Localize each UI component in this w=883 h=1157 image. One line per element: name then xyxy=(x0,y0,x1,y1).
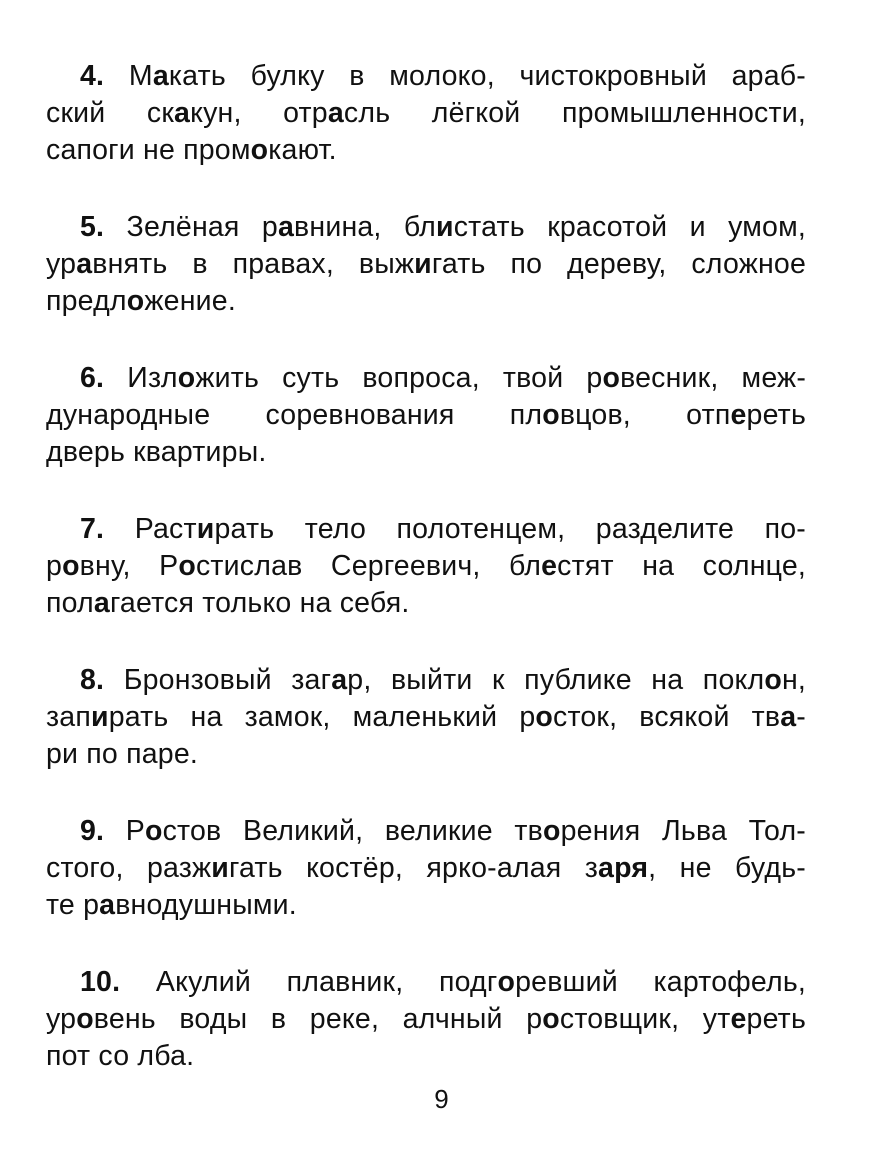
stressed-vowel: и xyxy=(211,852,229,884)
text-segment: стислав Сергеевич, бл xyxy=(195,550,542,582)
text-segment: Зелёная р xyxy=(126,211,278,243)
exercise-line xyxy=(46,736,806,773)
text-segment: М xyxy=(128,60,153,92)
stressed-vowel: аря xyxy=(598,852,649,884)
text-segment: стовщик, ут xyxy=(559,1003,731,1035)
text-segment: зап xyxy=(46,701,91,733)
exercise-line xyxy=(46,1038,806,1075)
exercise-7 xyxy=(46,511,806,622)
exercise-9 xyxy=(46,813,806,924)
stressed-vowel: а xyxy=(99,889,116,921)
text-segment: Раст xyxy=(134,513,197,545)
text-segment: гается только на себя. xyxy=(109,587,410,619)
text-segment: сток, всякой тв xyxy=(553,701,781,733)
exercise-line xyxy=(46,58,806,95)
exercise-number: 5. xyxy=(80,211,105,243)
text-segment: дународные соревнования пл xyxy=(46,399,543,431)
text-segment: н, xyxy=(781,664,806,696)
exercise-line xyxy=(46,850,806,887)
exercise-number: 8. xyxy=(80,664,105,696)
text-segment: пол xyxy=(46,587,94,619)
text-segment: вну, Р xyxy=(79,550,179,582)
stressed-vowel: о xyxy=(764,664,782,696)
text-segment: Акулий плавник, подг xyxy=(155,966,498,998)
text-segment: пот со лба. xyxy=(46,1040,195,1072)
text-segment: стать красотой и умом, xyxy=(453,211,806,243)
stressed-vowel: о xyxy=(177,362,196,394)
exercise-number: 6. xyxy=(80,362,105,394)
exercise-line xyxy=(46,434,806,471)
stressed-vowel: а xyxy=(331,664,348,696)
exercise-number: 9. xyxy=(80,815,105,847)
text-segment: ри по паре. xyxy=(46,738,198,770)
text-segment: сль лёгкой промышленности, xyxy=(343,97,806,129)
text-segment: внять в правах, выж xyxy=(92,248,415,280)
stressed-vowel: о xyxy=(543,815,561,847)
text-segment: ский ск xyxy=(46,97,175,129)
text-segment: стов Великий, великие тв xyxy=(162,815,544,847)
text-segment: кают. xyxy=(268,134,337,166)
text-segment: дверь квартиры. xyxy=(46,436,267,468)
stressed-vowel: и xyxy=(90,701,109,733)
stressed-vowel: е xyxy=(541,550,558,582)
stressed-vowel: и xyxy=(436,211,454,243)
stressed-vowel: а xyxy=(174,97,191,129)
text-segment: р xyxy=(46,550,63,582)
text-segment: ур xyxy=(46,1003,77,1035)
text-segment: стят на солнце, xyxy=(557,550,807,582)
text-segment: ревший картофель, xyxy=(515,966,806,998)
stressed-vowel: о xyxy=(497,966,516,998)
exercise-line xyxy=(46,699,806,736)
text-segment: Р xyxy=(125,815,145,847)
text-segment: вцов, отп xyxy=(559,399,731,431)
text-segment: рать тело полотенцем, разделите по- xyxy=(214,513,806,545)
document-page xyxy=(46,58,806,1115)
text-segment: весник, меж- xyxy=(620,362,807,394)
stressed-vowel: а xyxy=(327,97,344,129)
stressed-vowel: е xyxy=(730,1003,747,1035)
stressed-vowel: о xyxy=(178,550,196,582)
exercise-line xyxy=(46,132,806,169)
stressed-vowel: а xyxy=(277,211,295,243)
exercise-line xyxy=(46,209,806,246)
stressed-vowel: о xyxy=(542,399,560,431)
stressed-vowel: о xyxy=(602,362,621,394)
stressed-vowel: а xyxy=(76,248,93,280)
exercise-line xyxy=(46,1001,806,1038)
exercise-line xyxy=(46,246,806,283)
stressed-vowel: и xyxy=(196,513,215,545)
text-segment: ур xyxy=(46,248,77,280)
text-segment: - xyxy=(796,701,806,733)
stressed-vowel: и xyxy=(414,248,432,280)
exercise-6 xyxy=(46,360,806,471)
text-segment: рения Льва Тол- xyxy=(560,815,806,847)
text-segment: кать булку в молоко, чистокровный араб- xyxy=(168,60,806,92)
exercise-line xyxy=(46,813,806,850)
text-segment: реть xyxy=(746,1003,806,1035)
exercise-8 xyxy=(46,662,806,773)
exercise-4 xyxy=(46,58,806,169)
text-segment: гать по дереву, сложное xyxy=(431,248,806,280)
exercise-line xyxy=(46,585,806,622)
stressed-vowel: о xyxy=(145,815,163,847)
text-segment: жить суть вопроса, твой р xyxy=(195,362,603,394)
text-segment: гать костёр, ярко-алая з xyxy=(229,852,599,884)
text-segment: Бронзовый заг xyxy=(123,664,332,696)
stressed-vowel: о xyxy=(535,701,553,733)
exercise-line xyxy=(46,662,806,699)
exercise-line xyxy=(46,360,806,397)
exercise-line xyxy=(46,964,806,1001)
exercise-line xyxy=(46,397,806,434)
text-segment: внодушными. xyxy=(115,889,297,921)
text-segment: р, выйти к публике на покл xyxy=(347,664,765,696)
text-segment: реть xyxy=(746,399,806,431)
stressed-vowel: о xyxy=(126,285,145,317)
text-segment: предл xyxy=(46,285,127,317)
text-segment: сапоги не пром xyxy=(46,134,251,166)
text-segment: стого, разж xyxy=(46,852,212,884)
stressed-vowel: а xyxy=(93,587,110,619)
text-segment: те р xyxy=(46,889,100,921)
stressed-vowel: е xyxy=(730,399,747,431)
text-segment: кун, отр xyxy=(190,97,328,129)
exercise-line xyxy=(46,887,806,924)
exercise-line xyxy=(46,283,806,320)
exercise-number: 4. xyxy=(80,60,105,92)
stressed-vowel: о xyxy=(62,550,80,582)
text-segment: жение. xyxy=(144,285,236,317)
stressed-vowel: о xyxy=(250,134,269,166)
text-segment: Изл xyxy=(127,362,178,394)
text-segment: рать на замок, маленький р xyxy=(108,701,536,733)
text-segment: вень воды в реке, алчный р xyxy=(93,1003,543,1035)
exercise-line xyxy=(46,95,806,132)
stressed-vowel: о xyxy=(76,1003,94,1035)
text-segment: , не будь- xyxy=(648,852,806,884)
text-segment: внина, бл xyxy=(294,211,436,243)
exercise-number: 10. xyxy=(80,966,121,998)
exercise-line xyxy=(46,511,806,548)
page-number: 9 xyxy=(434,1084,449,1114)
exercise-number: 7. xyxy=(80,513,105,545)
exercise-5 xyxy=(46,209,806,320)
stressed-vowel: о xyxy=(542,1003,560,1035)
stressed-vowel: а xyxy=(780,701,797,733)
exercise-10 xyxy=(46,964,806,1075)
stressed-vowel: а xyxy=(152,60,169,92)
exercise-line xyxy=(46,548,806,585)
